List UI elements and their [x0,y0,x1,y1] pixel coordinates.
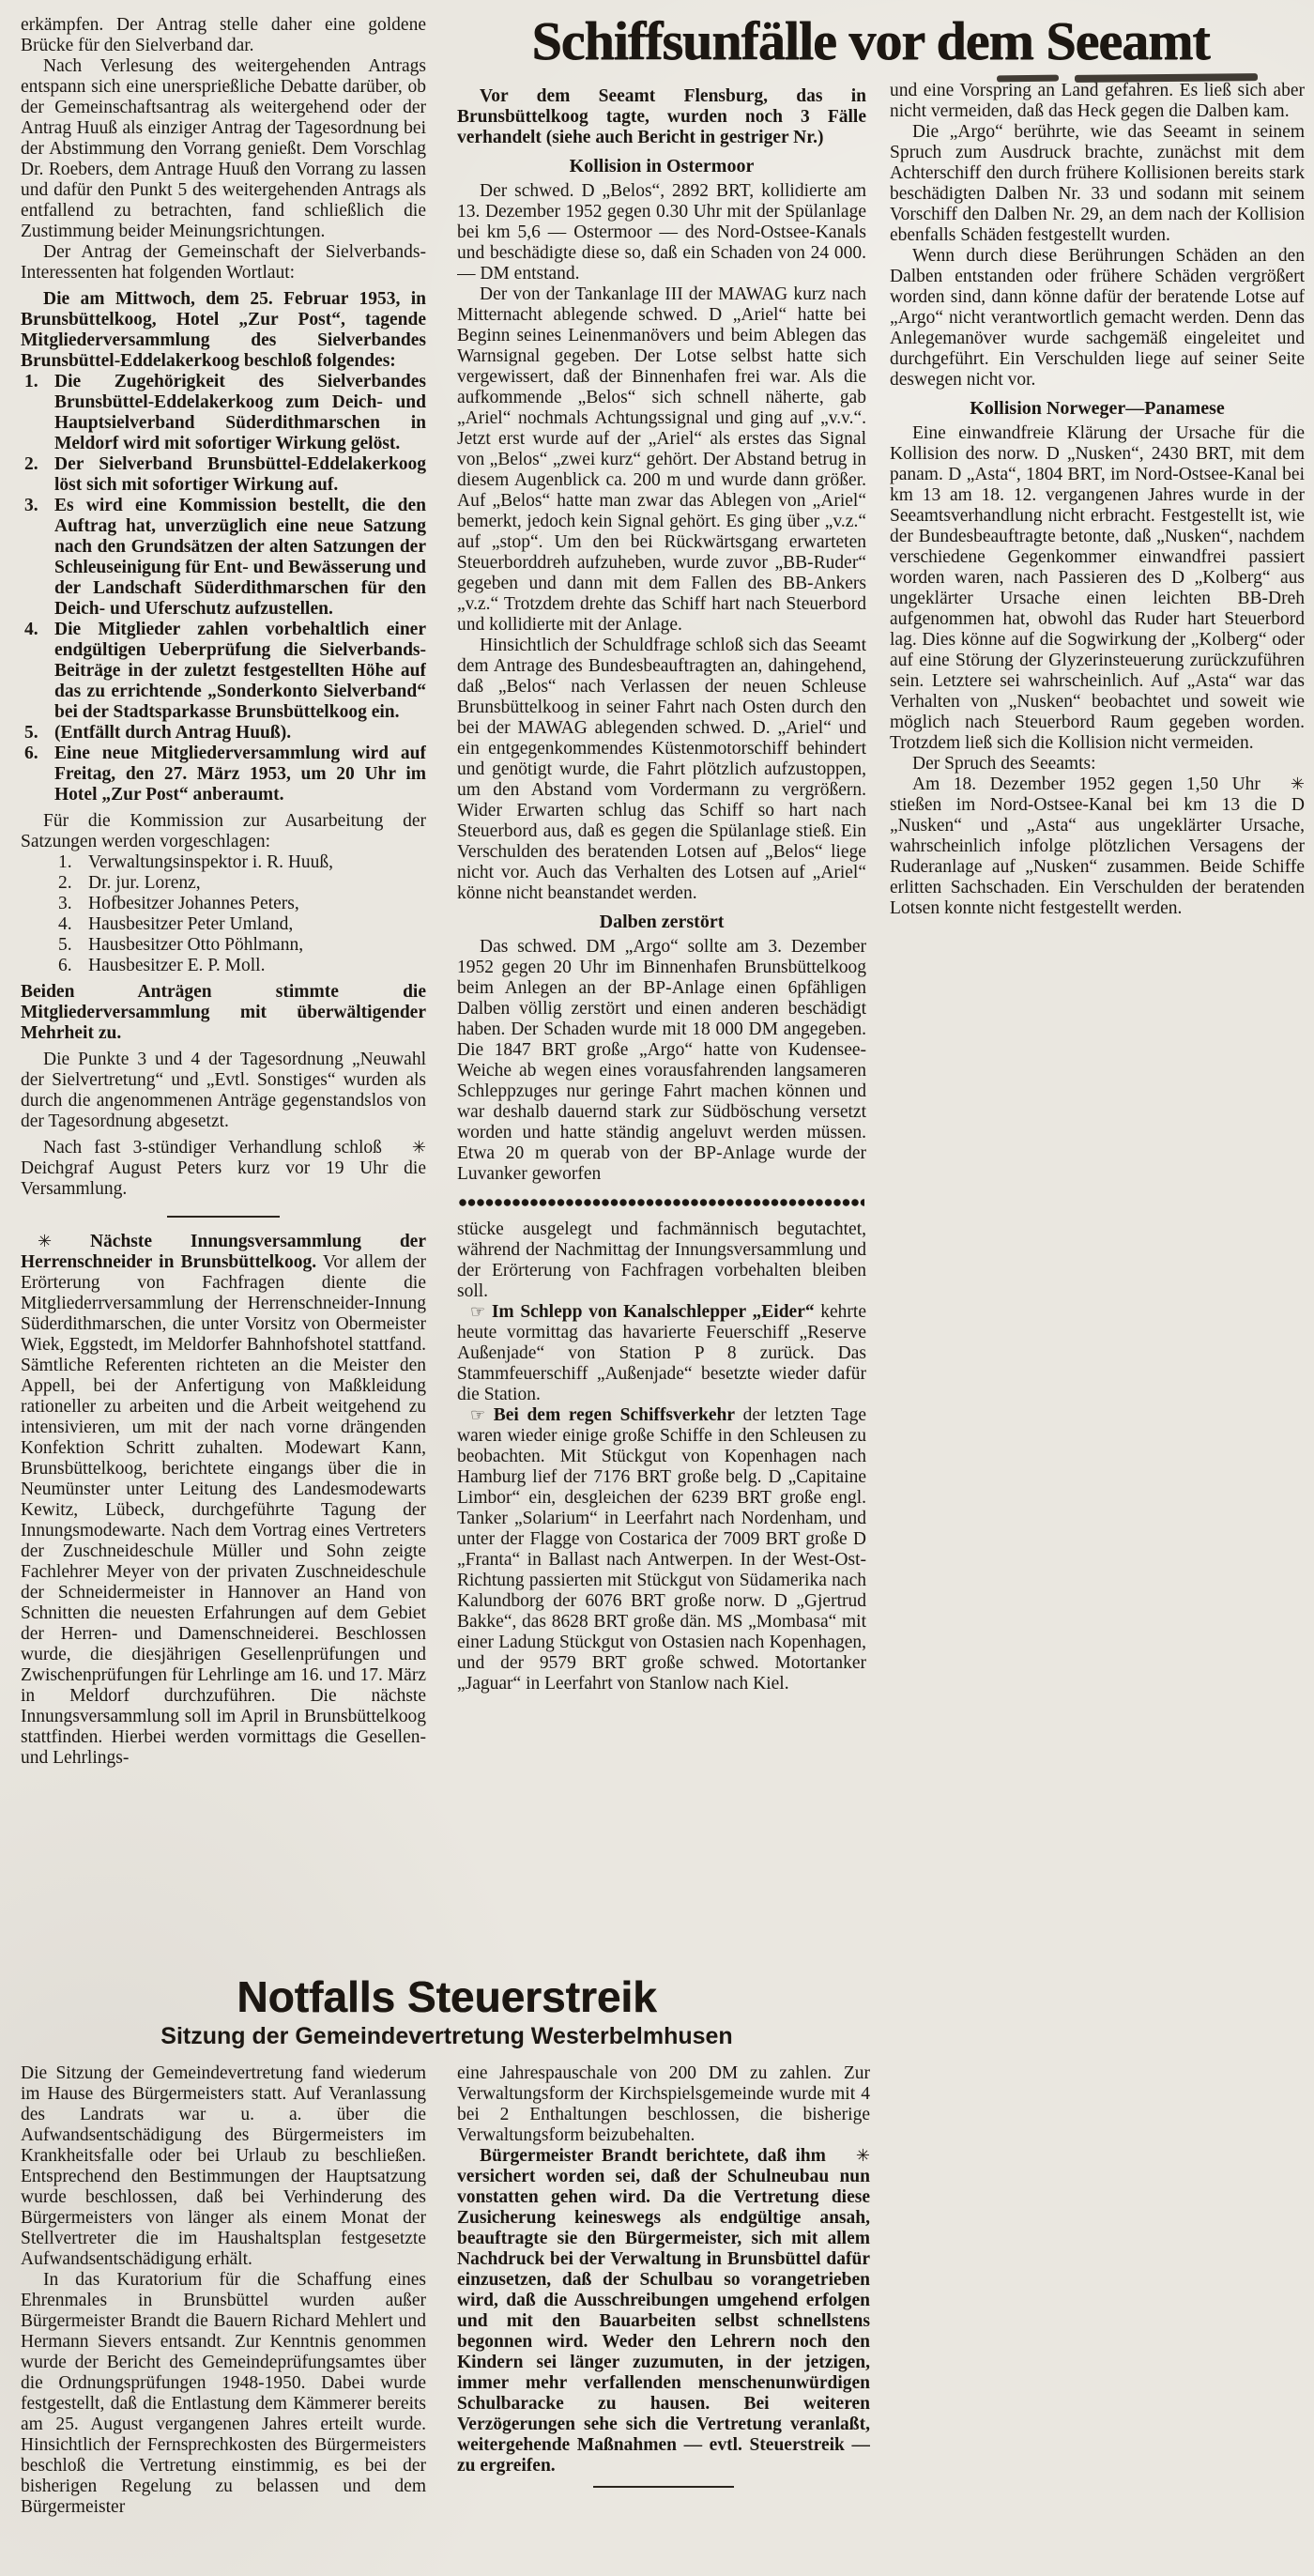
list-item-text: Hausbesitzer Otto Pöhlmann, [88,935,304,955]
list-item [21,852,426,873]
resolution-intro: Die am Mittwoch, dem 25. Februar 1953, in Brunsbüttelkoog, Hotel „Zur Post“, tagende Mitgliederversammlung des Sielverbandes Brunsbüttel-Eddelakerkoog beschloß folgendes: [21,289,426,371]
list-item-text: Dr. jur. Lorenz, [88,873,201,893]
council-column-left [21,2063,426,2576]
news-item [457,1405,866,1694]
tailors-continuation: stücke ausgelegt und fachmännisch begutachtet, während der Nachmittag der Innungsversammlung und der Erörterung von Fachfragen vorbehalten bleiben soll. [457,1219,866,1301]
list-item-text: Eine neue Mitgliederversammlung wird auf Freitag, den 27. März 1953, um 20 Uhr im Hotel „Zur Post“ anberaumt. [54,744,426,805]
list-item-text: Es wird eine Kommission bestellt, die den Auftrag hat, unverzüglich eine neue Satzung nach den Grundsätzen der alten Satzungen der Schleuseinigung für Ent- und Bewässerung und der Landschaft Süderdithmarschen für den Deich- und Uferschutz aufzustellen. [54,496,426,619]
paragraph: Die Punkte 3 und 4 der Tagesordnung „Neuwahl der Sielvertretung“ und „Evtl. Sonstiges“ wurden als durch die angenommenen Anträge gegenstandslos von der Tagesordnung abgesetzt. [21,1050,426,1131]
end-of-article-star-icon: ✳ [855,2146,870,2166]
paragraph: Der Antrag der Gemeinschaft der Sielverbands-Interessenten hat folgenden Wortlaut: [21,242,426,283]
paragraph: Die „Argo“ berührte, wie das Seeamt in seinem Spruch zum Ausdruck brachte, zunächst mit dem Achterschiff den durch frühere Kollisionen bereits stark beschädigten Dalben Nr. 33 und sodann mit seinem Vorschiff den Dalben Nr. 29, an dem nach der Kollision ebenfalls Schäden festgestellt wurden. [890,122,1305,245]
paragraph-text: Bürgermeister Brandt berichtete, daß ihm versichert worden sei, daß der Schulneubau nun vonstatten gehen wird. Da die Vertretung diese Zusicherung keineswegs als endgültige ansah, beauftragte sie den Bürgermeister, sich mit allem Nachdruck bei der Verwaltung in Brunsbüttel dafür einzusetzen, daß der Schulbau so vorangetrieben wird, daß die Ausschreibungen umgehend erfolgen und mit den Bauarbeiten selbst schnellstens begonnen wird. Weder den Lehrern noch den Kindern sei länger zuzumuten, in der jetzigen, immer mehr verfallenden menschenunwürdigen Schulbaracke zu hausen. Bei weiteren Verzögerungen sehe sich die Vertretung veranlaßt, weitergehende Maßnahmen — evtl. Steuerstreik — zu ergreifen. [457,2146,870,2476]
list-item-number: 3. [58,894,72,913]
closing-paragraph [21,1138,426,1200]
list-item [21,372,426,454]
ship-article-headline: Schiffsunfälle vor dem Seeamt [531,10,1210,71]
paragraph: Hinsichtlich der Schuldfrage schloß sich das Seeamt dem Antrage des Bundesbeauftragten an, dahingehend, daß „Belos“ nach Verlassen der neuen Schleuse Brunsbüttelkoog in seiner Fahrt nach Osten durch den bei der MAWAG ablegenden schwed. D. „Ariel“ und ein entgegenkommendes Küstenmotorschiff behindert und genötigt wurde, die Fahrt plötzlich aufzustoppen, um den Abstand vom Vordermann zu vergrößern. Wider Erwarten schlug das Schiff so hart nach Steuerbord aus, daß es gegen die Spülanlage stieß. Ein Verschulden des beratenden Lotsen auf „Belos“ liege nicht vor. Auch das Verhalten des Lotsen auf „Ariel“ könne nicht beanstandet werden. [457,636,866,903]
closing-text: Nach fast 3-stündiger Verhandlung schloß Deichgraf August Peters kurz vor 19 Uhr die Versammlung. [21,1138,426,1199]
section-heading-kollision-norweger-panamese: Kollision Norweger—Panamese [970,398,1225,419]
list-item [21,894,426,914]
end-of-article-star-icon: ✳ [411,1138,426,1158]
list-item-number: 1. [24,372,38,391]
paragraph: Eine einwandfreie Klärung der Ursache für die Kollision des norw. D „Nusken“, 2430 BRT, mit dem panam. D „Asta“, 1804 BRT, im Nord-Ostsee-Kanal bei km 13 am 18. 12. vergangenen Jahres wurde in der Seeamtsverhandlung nicht erbracht. Festgestellt ist, wie der Bundesbeauftragte betonte, daß „Nusken“, nachdem verschiedene Gegenkommer einwandfrei passiert worden waren, nach Passieren des D „Kolberg“ aus ungeklärter Ursache einen leichten BB-Dreh aufgenommen hat, obwohl das Ruder hart Steuerbord lag. Dies könne auf die Sogwirkung der „Kolberg“ oder auf eine Störung der Glyzerinsteuerung zurückzuführen sein. Letztere sei wahrscheinlich. Auf „Asta“ war das Verhalten von „Nusken“ beobachtet und soweit wie möglich nach Steuerbord Raum gegeben worden. Trotzdem ließ sich die Kollision nicht vermeiden. [890,423,1305,753]
verdict-paragraph [890,774,1305,919]
council-column-right [457,2063,870,2576]
list-item-number: 4. [24,620,38,639]
paragraph: Das schwed. DM „Argo“ sollte am 3. Dezember 1952 gegen 20 Uhr im Binnenhafen Brunsbüttelkoog beim Anlegen an der BP-Anlage einen 6pfähligen Dalben völlig zerstört und einen anderen beschädigt haben. Der Schaden wurde mit 18 000 DM angegeben. Die 1847 BRT große „Argo“ hatte von Kudensee-Weiche ab wegen eines vorausfahrenden langsameren Schleppzuges nur geringe Fahrt machen können und war deshalb dauernd stark zur Südböschung versetzt worden und hatte ständig angeluvt werden müssen. Etwa 20 m querab von der BP-Anlage wurde der Luvanker geworfen [457,937,866,1184]
section-rule [593,2486,734,2488]
list-item [21,956,426,976]
list-item-number: 2. [58,873,72,893]
list-item-number: 3. [24,496,38,515]
commission-intro: Für die Kommission zur Ausarbeitung der Satzungen werden vorgeschlagen: [21,811,426,851]
list-item-text: (Entfällt durch Antrag Huuß). [54,723,292,743]
list-item-text: Die Mitglieder zahlen vorbehaltlich einer endgültigen Ueberprüfung die Sielverbands-Beiträge in der zuletzt festgestellten Höhe auf das zu errichtende „Sonderkonto Sielverband“ bei der Stadtsparkasse Brunsbüttelkoog ein. [54,620,426,722]
list-item-text: Verwaltungsinspektor i. R. Huuß, [88,852,334,872]
list-item-text: Der Sielverband Brunsbüttel-Eddelakerkoog löst sich mit sofortiger Wirkung auf. [54,454,426,495]
column-sielverband-article [21,15,426,1966]
list-item-number: 2. [24,454,38,474]
list-item [21,723,426,744]
paragraph: Wenn durch diese Berührungen Schäden an den Dalben entstanden oder frühere Schäden vergrößert worden sind, dann könne dafür der beratende Lotse auf „Argo“ nicht verantwortlich gemacht werden. Denn das Anlegemanöver wurde sachgemäß eingeleitet und durchgeführt. Ein Verschulden liege auf seiner Seite deswegen nicht vor. [890,246,1305,390]
list-item [21,935,426,956]
list-item-number: 4. [58,914,72,934]
pointing-hand-icon: ☞ [470,1302,486,1322]
paragraph: Nach Verlesung des weitergehenden Antrags entspann sich eine unersprießliche Debatte darüber, ob der Gemeinschaftsantrag als weitergehend oder der Antrag Huuß als einziger Antrag der Tagesordnung bei der Abstimmung den Vorrang genießt. Dem Vorschlag Dr. Roebers, dem Antrage Huuß den Vorrang zu lassen und dafür den Punkt 5 des weitergehenden Antrags als entfallend zu betrachten, fand schließlich die Zustimmung beider Meinungsrichtungen. [21,56,426,241]
verdict-text: Am 18. Dezember 1952 gegen 1,50 Uhr stießen im Nord-Ostsee-Kanal bei km 13 die D „Nusken“ und „Asta“ aus ungeklärter Ursache, wahrscheinlich infolge plötzlichen Versagens der Ruderanlage auf „Nusken“ zusammen. Beide Schiffe erlitten Sachschaden. Ein Verschulden der beratenden Lotsen konnte nicht festgestellt werden. [890,774,1305,918]
news-item-lead: Bei dem regen Schiffsverkehr [493,1405,736,1425]
verdict-heading: Der Spruch des Seeamts: [912,754,1096,774]
list-item-text: Hausbesitzer Peter Umland, [88,914,294,934]
news-item [457,1302,866,1405]
end-of-article-star-icon: ✳ [1290,774,1305,794]
pointing-hand-icon: ☞ [470,1405,486,1425]
list-item [21,914,426,935]
council-article [21,1973,873,2576]
paragraph: In das Kuratorium für die Schaffung eines Ehrenmales in Brunsbüttel wurden außer Bürgermeister Brandt die Bauern Richard Mehlert und Hermann Sievers entsandt. Zur Kenntnis genommen wurde der Bericht des Gemeindeprüfungsamtes über die Ordnungsprüfungen 1948-1950. Dabei wurde festgestellt, daß die Entlastung dem Kämmerer bereits am 25. August vergangenen Jahres erteilt wurde. Hinsichtlich der Fernsprechkosten des Bürgermeisters beschloß die Vertretung einstimmig, es bei der bisherigen Regelung zu belassen und dem Bürgermeister [21,2270,426,2517]
approval-paragraph: Beiden Anträgen stimmte die Mitgliederversammlung mit überwältigender Mehrheit zu. [21,982,426,1043]
section-rule [167,1216,280,1218]
ship-lead-paragraph: Vor dem Seeamt Flensburg, das in Brunsbüttelkoog tagte, wurden noch 3 Fälle verhandelt (siehe auch Bericht in gestriger Nr.) [457,86,866,147]
paragraph: Die Sitzung der Gemeindevertretung fand wiederum im Hause des Bürgermeisters statt. Auf Veranlassung des Landrats war u. a. über die Aufwandsentschädigung des Bürgermeisters im Krankheitsfalle oder bei Urlaub zu beschließen. Entsprechend den Bestimmungen der Hauptsatzung wurde beschlossen, daß bei Verhinderung des Bürgermeisters von länger als einem Monat der Stellvertreter die im Haushaltsplan festgesetzte Aufwandsentschädigung erhält. [21,2063,426,2269]
list-item [21,620,426,723]
section-heading-kollision-ostermoor: Kollision in Ostermoor [569,156,755,176]
list-item-number: 1. [58,852,72,872]
section-heading-dalben-zerstoert: Dalben zerstört [599,912,725,932]
list-item-text: Die Zugehörigkeit des Sielverbandes Brunsbüttel-Eddelakerkoog zum Deich- und Hauptsielverband Süderdithmarschen in Meldorf wird mit sofortiger Wirkung gelöst. [54,372,426,453]
paragraph [457,2146,870,2476]
tailors-guild-note [21,1232,426,1769]
list-item-number: 6. [24,744,38,763]
list-item [21,496,426,620]
council-headline: Notfalls Steuerstreik [237,1972,657,2021]
list-item-number: 5. [24,723,38,743]
council-subheadline: Sitzung der Gemeindevertretung Westerbelmhusen [160,2023,733,2049]
news-item-lead: Im Schlepp von Kanalschlepper „Eider“ [491,1302,815,1322]
commission-list [21,852,426,976]
news-item-body: kehrte heute vormittag das havarierte Feuerschiff „Reserve Außenjade“ von Station P 8 zurück. Das Stammfeuerschiff „Außenjade“ besetzte wieder dafür die Station. [457,1302,866,1404]
list-item-number: 5. [58,935,72,955]
news-item-body: der letzten Tage waren wieder einige große Schiffe in den Schleusen zu beobachten. Mit Stückgut von Kopenhagen nach Hamburg lief der 7176 BRT große belg. D „Capitaine Limbor“ ein, desgleichen der 6239 BRT große engl. Tanker „Solarium“ in Leerfahrt nach Nordenham, und unter der Flagge von Costarica der 7009 BRT große D „Franta“ in Ballast nach Antwerpen. In der West-Ost-Richtung passierten mit Stückgut von Südamerika nach Kalundborg der 6076 BRT große norw. D „Gjertrud Bakke“, das 8628 BRT große dän. MS „Mombasa“ mit einer Ladung Stückgut von Ostasien nach Kopenhagen, und der 9579 BRT große schwed. Motortanker „Jaguar“ in Leerfahrt von Stanlow nach Kiel. [457,1405,866,1694]
tailors-body: Vor allem der Erörterung von Fachfragen diente die Mitgliederrversammlung der Herrenschneider-Innung Süderdithmarschen, die unter Vorsitz von Obermeister Wiek, Eggstedt, im Meldorfer Bahnhofshotel stattfand. Sämtliche Referenten richteten an die Meister den Appell, bei der Anfertigung von Maßkleidung rationeller zu arbeiten und die Arbeit weitgehend zu intensivieren, um mit der nach vorne drängenden Konfektion Schritt zuhalten. Modewart Kann, Brunsbüttelkoog, berichtete eingangs über die in Neumünster unter Leitung des Landesmodewarts Kewitz, Lübeck, durchgeführte Tagung der Innungsmodewarte. Nach dem Vortrag eines Vertreters der Zuschneideschule Müller und Sohn zeigte Fachlehrer Meyer von der privaten Zuschneideschule der Schneidermeister in Hannover an Hand von Schnitten die neuesten Erfahrungen auf dem Gebiet der Herren- und Damenschneiderei. Beschlossen wurde, die diesjährigen Gesellenprüfungen und Zwischenprüfungen für Lehrlinge am 16. und 17. März in Meldorf durchzuführen. Die nächste Innungsversammlung soll im April in Brunsbüttelkoog stattfinden. Hierbei werden vormittags die Gesellen- und Lehrlings- [21,1252,426,1768]
list-item-text: Hofbesitzer Johannes Peters, [88,894,299,913]
column-ship-article-left [457,86,866,1964]
dotted-separator [459,1199,864,1207]
paragraph: eine Jahrespauschale von 200 DM zu zahlen. Zur Verwaltungsform der Kirchspielsgemeinde wurde mit 4 bei 2 Enthaltungen beschlossen, die bisherige Verwaltungsform beizubehalten. [457,2063,870,2145]
paragraph: erkämpfen. Der Antrag stelle daher eine goldene Brücke für den Sielverband dar. [21,15,426,55]
resolution-list [21,372,426,805]
paragraph: und eine Vorspring an Land gefahren. Es ließ sich aber nicht vermeiden, daß das Heck gegen die Dalben kam. [890,81,1305,121]
list-item-text: Hausbesitzer E. P. Moll. [88,956,266,975]
paragraph: Der schwed. D „Belos“, 2892 BRT, kollidierte am 13. Dezember 1952 gegen 0.30 Uhr mit der Spülanlage bei km 5,6 — Ostermoor — des Nord-Ostsee-Kanals und beschädigte diese so, daß ein Schaden von 24 000.— DM entstand. [457,181,866,284]
tailors-lead: Nächste Innungsversammlung der Herrenschneider in Brunsbüttelkoog. [21,1232,426,1272]
list-item [21,454,426,496]
paragraph: Der von der Tankanlage III der MAWAG kurz nach Mitternacht ablegende schwed. D „Ariel“ hatte bei Beginn seines Leinenmanövers und beim Ablegen das Warnsignal gegeben. Der Lotse selbst hatte sich vergewissert, daß der Binnenhafen frei war. Als die aufkommende „Belos“ sich schnell näherte, gab „Ariel“ nochmals Achtungssignal und ging auf „v.v.“. Jetzt erst wurde auf der „Ariel“ als erstes das Signal von „Belos“ „zwei kurz“ gehört. Der Abstand betrug in diesem Augenblick ca. 200 m und wurde dann größer. Auf „Belos“ hatte man zwar das Ablegen von „Ariel“ bemerkt, jedoch kein Signal gehört. Es ging über „v.z.“ auf „stop“. Um den bei Rückwärtsgang erwarteten Steuerborddreh aufzuheben, wurde zuvor „BB-Ruder“ gegeben und dann mit dem Fallen des BB-Ankers „v.z.“ Trotzdem drehte das Schiff hart nach Steuerbord und kollidierte mit der Anlage. [457,284,866,635]
list-item-number: 6. [58,956,72,975]
item-star-icon: ✳ [38,1232,53,1251]
column-ship-article-right [890,81,1305,1132]
list-item [21,873,426,894]
list-item [21,744,426,805]
